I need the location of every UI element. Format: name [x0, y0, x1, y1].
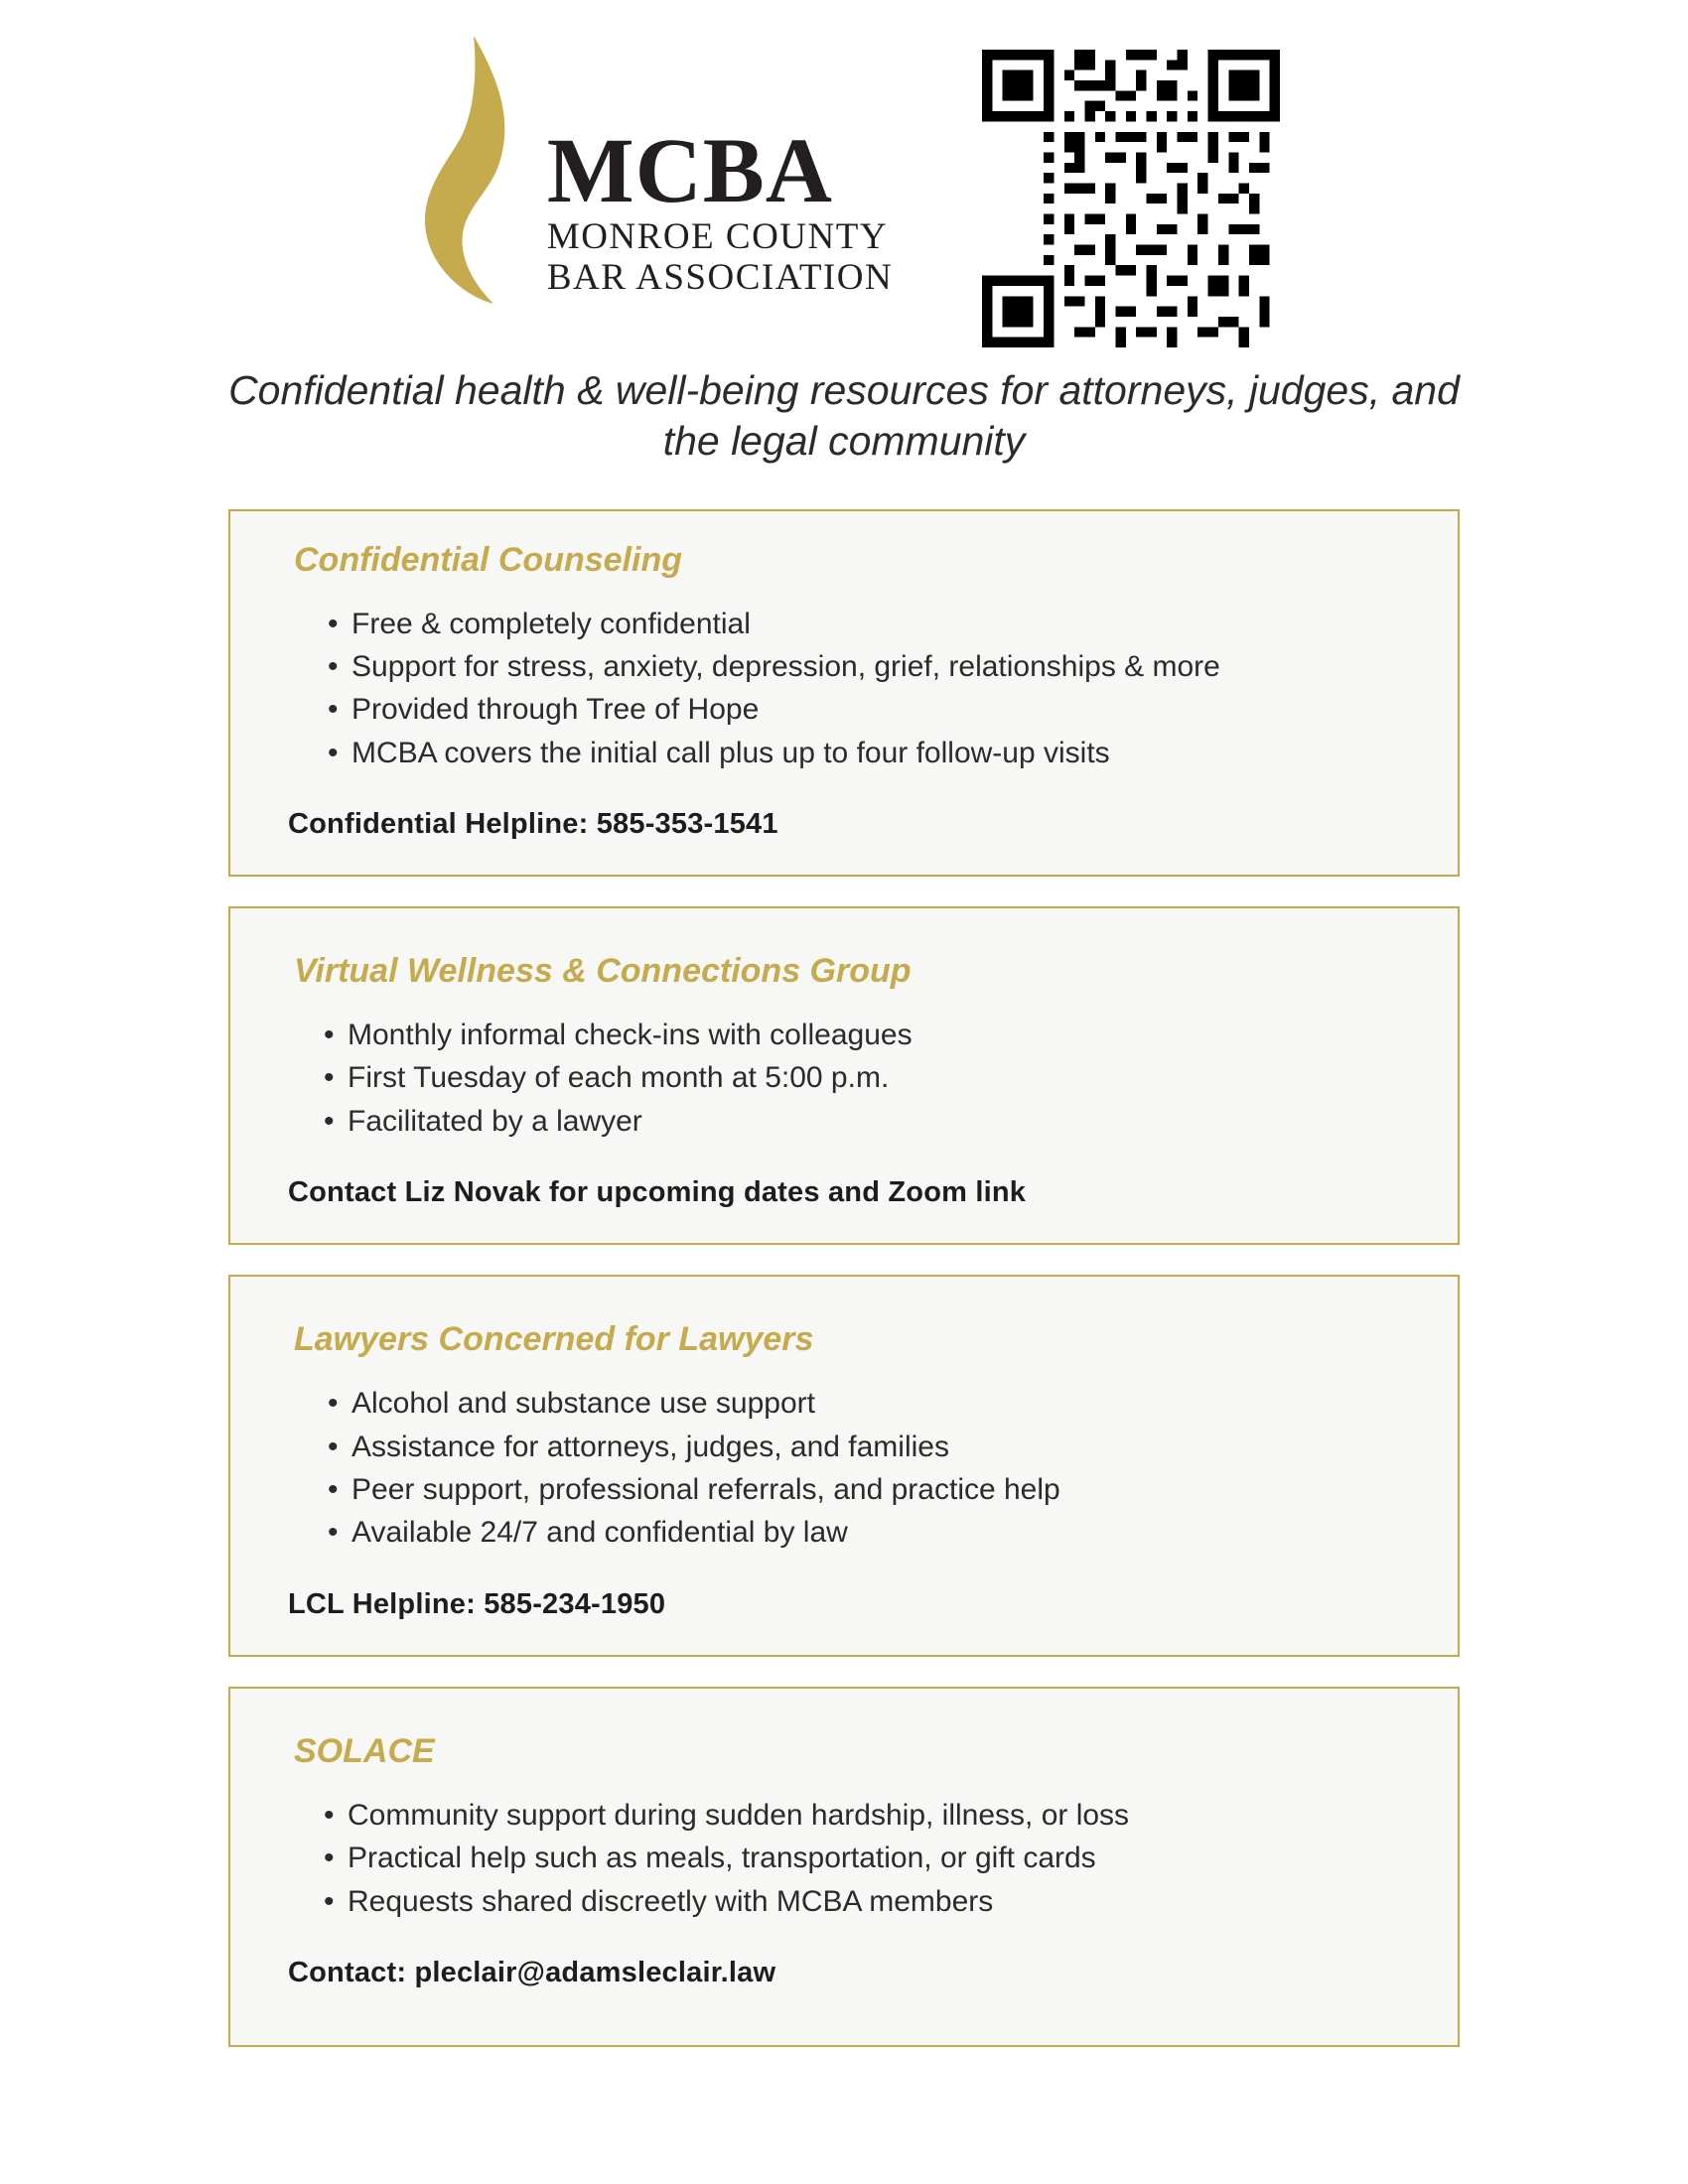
list-item: • Facilitated by a lawyer	[324, 1103, 1418, 1141]
card-contact: Contact: pleclair@adamsleclair.law	[288, 1956, 776, 1988]
list-item: • Requests shared discreetly with MCBA members	[324, 1883, 1418, 1921]
card-bullets	[328, 606, 1418, 773]
page-tagline: Confidential health & well-being resources for attorneys, judges, and the legal community	[228, 367, 1460, 465]
resource-card-lcl	[228, 1275, 1460, 1657]
card-title: Virtual Wellness & Connections Group	[294, 952, 912, 991]
list-item: • Practical help such as meals, transportation, or gift cards	[324, 1840, 1418, 1877]
mcba-logo	[408, 30, 893, 328]
resource-card-counseling	[228, 509, 1460, 878]
logo-line-2: BAR ASSOCIATION	[546, 257, 894, 299]
card-contact: Confidential Helpline: 585-353-1541	[288, 808, 778, 841]
list-item: • Free & completely confidential	[328, 606, 1418, 643]
mcba-logo-text	[547, 59, 893, 298]
resource-cards	[228, 509, 1460, 2047]
resource-card-wellness-group	[228, 906, 1460, 1245]
list-item: • Assistance for attorneys, judges, and families	[328, 1429, 1418, 1466]
card-title: Confidential Counseling	[294, 540, 682, 579]
card-contact: LCL Helpline: 585-234-1950	[288, 1587, 666, 1620]
list-item: • Support for stress, anxiety, depression, grief, relationships & more	[328, 648, 1418, 686]
flame-icon	[408, 30, 537, 328]
list-item: • Alcohol and substance use support	[328, 1385, 1418, 1423]
list-item: • Community support during sudden hardship, illness, or loss	[324, 1797, 1418, 1835]
card-bullets	[324, 1797, 1418, 1921]
list-item: • Peer support, professional referrals, and practice help	[328, 1471, 1418, 1509]
logo-acronym: MCBA	[546, 120, 833, 223]
card-bullets	[324, 1017, 1418, 1141]
list-item: • Available 24/7 and confidential by law	[328, 1514, 1418, 1552]
card-title: Lawyers Concerned for Lawyers	[294, 1320, 814, 1359]
list-item: • Provided through Tree of Hope	[328, 691, 1418, 729]
logo-line-1: MONROE COUNTY	[546, 215, 889, 257]
qr-code-icon[interactable]	[982, 50, 1280, 347]
list-item: • First Tuesday of each month at 5:00 p.m.	[324, 1059, 1418, 1097]
card-bullets	[328, 1385, 1418, 1553]
card-title: SOLACE	[294, 1731, 435, 1770]
resource-card-solace	[228, 1687, 1460, 2047]
list-item: • Monthly informal check-ins with colleagues	[324, 1017, 1418, 1054]
header	[0, 0, 1688, 347]
card-contact: Contact Liz Novak for upcoming dates and Zoom link	[288, 1176, 1027, 1209]
list-item: • MCBA covers the initial call plus up to four follow-up visits	[328, 735, 1418, 772]
